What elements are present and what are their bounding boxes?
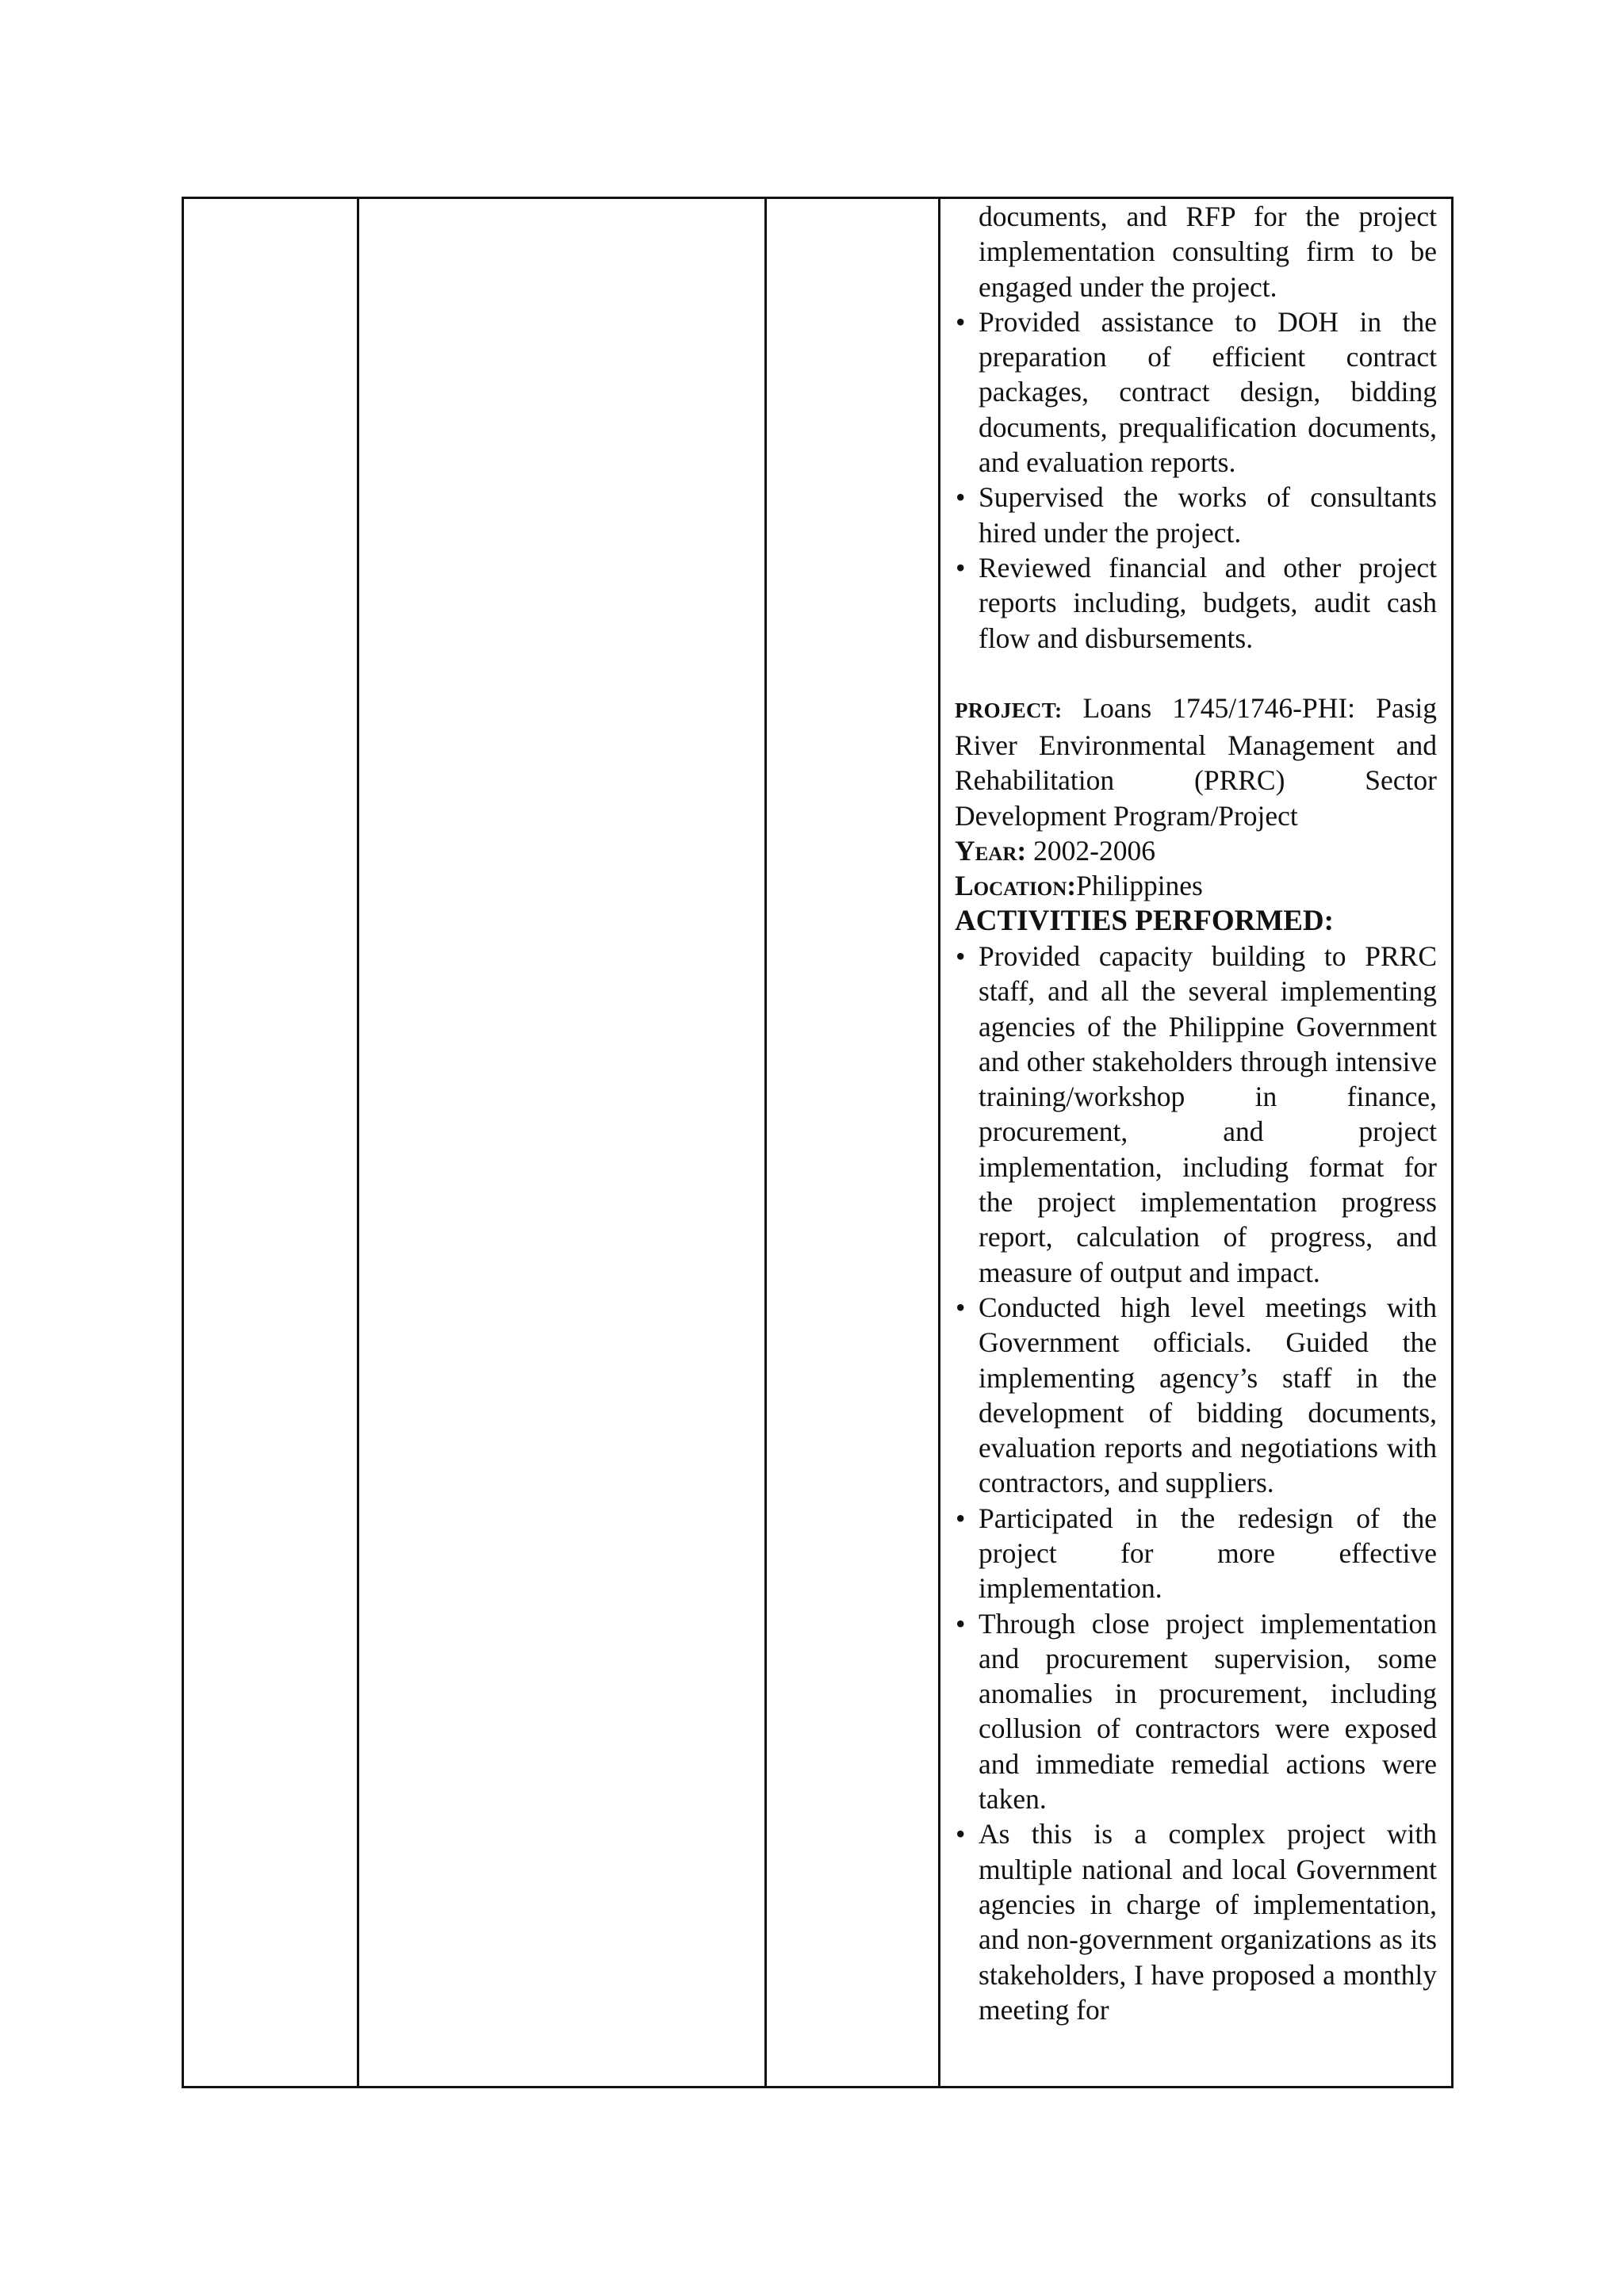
- year-label: Year:: [955, 835, 1027, 867]
- project-title-block: [955, 691, 1437, 833]
- year-value: 2002-2006: [1033, 835, 1155, 867]
- table-column-3: [767, 199, 940, 2086]
- activities-heading: ACTIVITIES PERFORMED:: [955, 904, 1334, 937]
- table-column-1: [184, 199, 359, 2086]
- project-name: Loans 1745/1746-PHI: Pasig River Environmental Management and Rehabilitation (PRRC) Sector Development Program/Project: [955, 691, 1438, 832]
- table-column-2: [359, 199, 767, 2086]
- location-label: Location:: [955, 870, 1077, 902]
- project-label: PROJECT:: [955, 698, 1063, 722]
- section-spacer: [955, 656, 1437, 691]
- list-item: • Supervised the works of consultants hired under the project.: [955, 480, 1437, 550]
- location-value: Philippines: [1076, 870, 1203, 902]
- first-project-bullets: [955, 304, 1437, 656]
- experience-table: [182, 197, 1454, 2088]
- continuation-text: documents, and RFP for the project implementation consulting firm to be engaged under the project.: [979, 201, 1437, 303]
- year-line: [955, 833, 1437, 868]
- list-item: • Reviewed financial and other project reports including, budgets, audit cash flow and disbursements.: [955, 550, 1437, 656]
- list-item: • Participated in the redesign of the project for more effective implementation.: [955, 1501, 1437, 1606]
- list-item: • Through close project implementation and procurement supervision, some anomalies in procurement, including collusion of contractors were exposed and immediate remedial actions were taken.: [955, 1606, 1437, 1817]
- list-item: • Provided assistance to DOH in the preparation of efficient contract packages, contract design, bidding documents, prequalification documents, and evaluation reports.: [955, 304, 1437, 480]
- location-line: [955, 868, 1437, 903]
- list-item: • Conducted high level meetings with Government officials. Guided the implementing agency’s staff in the development of bidding documents, evaluation reports and negotiations with contractors, and suppliers.: [955, 1290, 1437, 1501]
- table-column-activities: [940, 199, 1451, 2086]
- list-item: • Provided capacity building to PRRC staff, and all the several implementing agencies of the Philippine Government and other stakeholders through intensive training/workshop in finance, procurement, and project implementation, including format for the project implementation progress report, calculation of progress, and measure of output and impact.: [955, 939, 1437, 1290]
- list-item: • As this is a complex project with multiple national and local Government agencies in charge of implementation, and non-government organizations as its stakeholders, I have proposed a monthly meeting for: [955, 1816, 1437, 2027]
- second-project-bullets: [955, 939, 1437, 2027]
